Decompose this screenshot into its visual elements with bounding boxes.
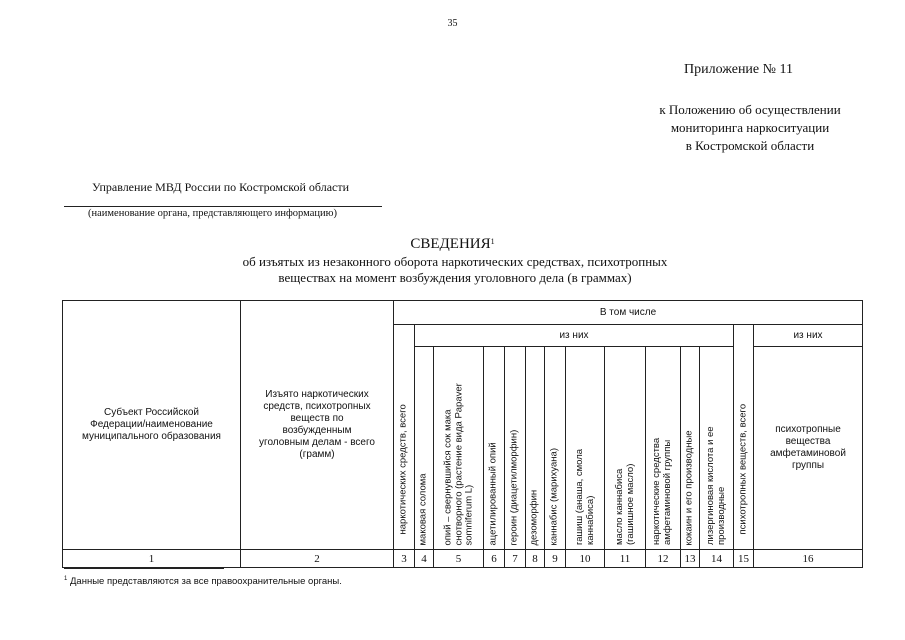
regulation-line: в Костромской области [685,138,815,153]
header-of-them-2: из них [754,325,863,347]
header-of-them-1: из них [415,325,734,347]
subtitle-line: об изъятых из незаконного оборота наркотических средствах, психотропных [242,254,668,269]
header-including: В том числе [394,301,863,325]
header-psychotropic-total-text: психотропных веществ, всего [737,403,748,534]
column-number: 6 [484,550,505,568]
header-subject: Субъект Российской Федерации/наименование муниципального образования [63,301,241,550]
header-narcotics-total-text: наркотических средств, всего [397,403,409,534]
header-desomorphine-text: дезоморфин [528,489,540,545]
header-opium [434,347,484,550]
header-acetyl-opium [484,347,505,550]
organization-name: Управление МВД России по Костромской области [92,180,350,194]
column-number: 14 [700,550,734,568]
header-cannabis-text: каннабис (марихуана) [548,447,560,545]
header-hashish [566,347,605,550]
regulation-reference [600,101,900,155]
header-cannabis-oil [605,347,646,550]
header-seized-total: Изъято наркотических средств, психотропных веществ по возбужденным уголовным делам - всего (грамм) [241,301,394,550]
footnote-text: Данные представляются за все правоохранительные органы. [67,576,342,587]
header-desomorphine [526,347,545,550]
column-number: 1 [63,550,241,568]
header-hashish-text: гашиш (анаша, смола каннабиса) [574,448,596,545]
footnote [64,576,342,587]
header-cocaine [681,347,700,550]
column-number: 12 [646,550,681,568]
header-cannabis-oil-text: масло каннабиса (гашишное масло) [614,463,636,545]
document-subtitle [150,254,760,286]
column-number: 4 [415,550,434,568]
subtitle-line: веществах на момент возбуждения уголовного дела (в граммах) [278,270,632,285]
document-title [0,236,905,253]
column-number: 7 [505,550,526,568]
header-lsd-text: лизергиновая кислота и ее производные [704,426,726,545]
header-acetyl-opium-text: ацетилированный опий [487,441,499,545]
page-number: 35 [447,18,458,29]
header-lsd [700,347,734,550]
header-heroin [505,347,526,550]
header-cannabis [545,347,566,550]
header-psychotropic-total [734,325,754,550]
column-number: 13 [681,550,700,568]
header-heroin-text: героин (диацетилморфин) [508,429,520,545]
header-amphetamine-narc [646,347,681,550]
header-opium-text: опий – свернувшийся сок мака снотворного (растение вида Papaver somniferum L) [442,382,474,545]
header-amphetamine-narc-text: наркотические средства амфетаминовой группы [651,437,673,545]
regulation-line: мониторинга наркоситуации [670,120,830,135]
footnote-mark: 1 [64,576,68,582]
column-number: 11 [605,550,646,568]
column-number: 10 [566,550,605,568]
column-number: 2 [241,550,394,568]
header-cocaine-text: кокаин и его производные [683,429,695,545]
column-number-row [63,550,863,568]
title-footnote-mark: 1 [490,237,495,246]
organization-underline [64,206,382,207]
seizure-table [62,300,863,568]
column-number: 3 [394,550,415,568]
title-text: СВЕДЕНИЯ [410,236,491,252]
organization-caption: (наименование органа, представляющего информацию) [88,208,337,219]
header-narcotics-total [394,325,415,550]
appendix-label: Приложение № 11 [684,62,793,77]
column-number: 15 [734,550,754,568]
column-number: 5 [434,550,484,568]
column-number: 9 [545,550,566,568]
column-number: 16 [754,550,863,568]
regulation-line: к Положению об осуществлении [659,102,841,117]
footnote-separator [64,568,224,569]
header-straw-text: маковая солома [417,472,429,545]
header-straw [415,347,434,550]
column-number: 8 [526,550,545,568]
header-psychotropic-amph: психотропные вещества амфетаминовой группы [754,347,863,550]
